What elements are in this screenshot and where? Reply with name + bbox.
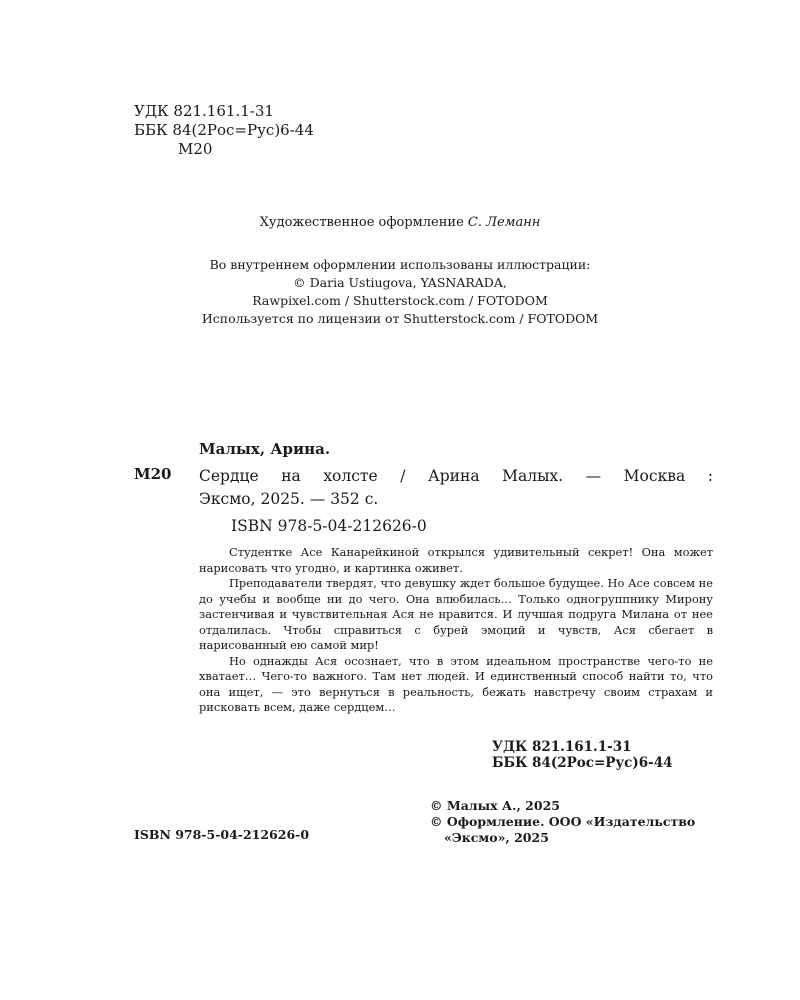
annotation-paragraph: Преподаватели твердят, что девушку ждет большое будущее. Но Асе совсем не до учебы и вообще ни до чего. Она влюбилась… Только одногруппнику Мирону застенчивая и чувствительная Ася не нравится. И лучшая подруга Милана от нее отдалилась. Чтобы справиться с бурей эмоций и чувств, Ася сбегает в нарисованный ею самой мир! — [199, 576, 713, 652]
bbk-code: ББК 84(2Рос=Рус)6-44 — [134, 121, 314, 139]
copyright-publisher: «Эксмо», 2025 — [444, 830, 549, 845]
illustrations-line-1: Во внутреннем оформлении использованы иллюстрации: — [209, 257, 591, 272]
author-mark: М20 — [178, 140, 213, 158]
record-title-line-2: Эксмо, 2025. — 352 с. — [199, 490, 379, 508]
copyright-design: © Оформление. ООО «Издательство — [430, 814, 696, 829]
udk-code: УДК 821.161.1-31 — [134, 102, 274, 120]
annotation — [199, 545, 713, 716]
copyright-block — [430, 798, 695, 846]
record-title-line-1: Сердце на холсте / Арина Малых. — Москва : — [199, 467, 713, 485]
bbk-code-bottom: ББК 84(2Рос=Рус)6-44 — [492, 755, 673, 771]
isbn-bottom: ISBN 978-5-04-212626-0 — [134, 827, 310, 842]
annotation-paragraph: Но однажды Ася осознает, что в этом идеальном пространстве чего-то не хватает… Чего-то важного. Там нет людей. И единственный способ найти то, что она ищет, — это вернуться в реальность, бежать навстречу своим страхам и рисковать всем, даже сердцем… — [199, 653, 713, 714]
illustrations-credit — [0, 256, 800, 328]
record-author: Малых, Арина. — [199, 440, 331, 458]
illustrations-line-3: Rawpixel.com / Shutterstock.com / FOTODOM — [252, 293, 548, 308]
classification-block-bottom — [492, 739, 673, 771]
designer-name: С. Леманн — [467, 215, 541, 230]
illustrations-line-4: Используется по лицензии от Shutterstock.com / FOTODOM — [201, 311, 599, 326]
illustrations-line-2: © Daria Ustiugova, YASNARADA, — [293, 275, 507, 290]
copyright-author: © Малых А., 2025 — [430, 798, 560, 813]
design-credit — [0, 214, 800, 232]
record-code: М20 — [134, 465, 172, 483]
udk-code-bottom: УДК 821.161.1-31 — [492, 739, 632, 755]
classification-block-top — [134, 102, 314, 159]
design-credit-label: Художественное оформление — [259, 215, 468, 230]
record-isbn: ISBN 978-5-04-212626-0 — [231, 517, 427, 535]
annotation-paragraph: Студентке Асе Канарейкиной открылся удивительный секрет! Она может нарисовать что угодно, и картинка оживет. — [199, 545, 713, 575]
